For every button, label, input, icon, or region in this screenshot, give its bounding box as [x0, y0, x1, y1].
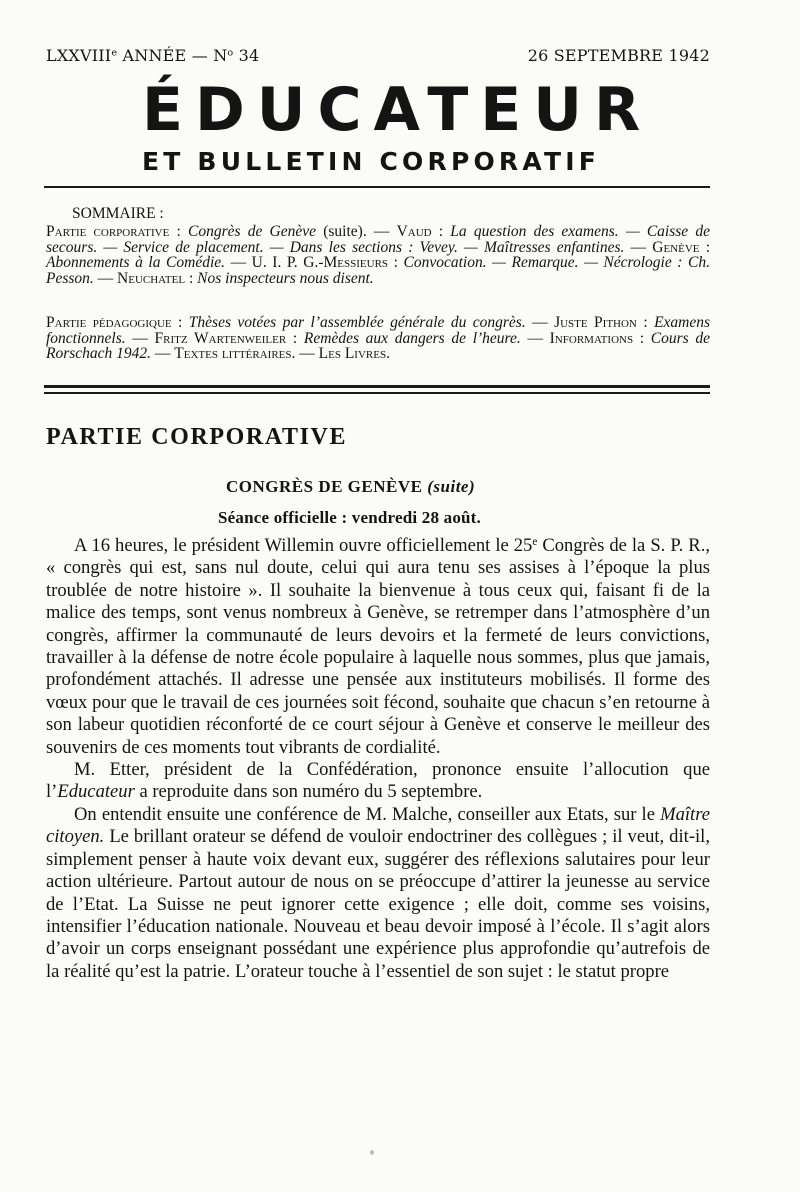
sommaire-run: Vaud [396, 223, 432, 240]
sommaire-run: Messieurs [323, 254, 389, 272]
sommaire-run: : [431, 223, 451, 240]
sommaire-run: Juste Pithon [554, 314, 637, 331]
section-subtitle [226, 477, 475, 497]
sommaire-label: SOMMAIRE : [72, 205, 164, 222]
issue-date: 26 SEPTEMBRE 1942 [527, 46, 710, 65]
paragraph-malche: On entendit ensuite une conférence de M. Malche, conseiller aux Etats, sur le Maître citoyen. Le brillant orateur se défend de vouloir endoctriner des collègues ; il veut, dit-il, simplement penser à haute voix devant eux, suggérer des réflexions salutaires pour leur action ultérieure. Partout autour de nous on se préoccupe d’attirer la jeunesse au service de l’Etat. La Suisse ne peut ignorer cette exigence ; elle doit, comme ses voisins, intensifier l’éducation nationale. Nouveau et beau devoir imposé à l’école. Il s’agit alors d’avoir un corps enseignant possédant une expérience plus approfondie qu’autrefois de la réalité qu’est la patrie. L’orateur touche à l’essentiel de son sujet : le statut propre [46, 803, 710, 982]
sommaire-run: — [525, 314, 555, 331]
sommaire-run: La question des examens. — Caisse de secours. — Service de placement. — Dans les sections : Vevey. — Maîtresses enfantines. [46, 223, 710, 256]
sommaire-run: . — [291, 345, 319, 363]
sommaire-run: Abonnements à la Comédie. [46, 254, 226, 272]
sommaire-run: : [388, 254, 404, 272]
sommaire-run: Congrès de Genève [188, 223, 317, 240]
article-body [46, 535, 710, 983]
sommaire-run: Examens fonctionnels. [46, 314, 711, 347]
session-title: Séance officielle : vendredi 28 août. [218, 508, 481, 527]
sommaire-run: Neuchatel [117, 270, 186, 288]
issue-volume [46, 46, 259, 65]
congress-title: CONGRÈS DE GENÈVE [226, 477, 423, 496]
sommaire-corporative [46, 224, 710, 287]
issue-number: 34 [233, 46, 260, 65]
paper-speck [370, 1150, 374, 1155]
sommaire-run: — U. I. P. G.- [225, 254, 324, 272]
sommaire-run: : [636, 314, 655, 331]
sommaire-run: Partie pédagogique [46, 314, 172, 331]
sommaire-run: : [169, 223, 189, 240]
sommaire-run: Convocation. — Remarque. — Nécrologie : Ch. Pesson. [46, 254, 710, 288]
volume-rest: ANNÉE — N [117, 46, 228, 65]
sommaire-run: Remèdes aux dangers de l’heure. [303, 329, 521, 347]
paragraph-opening: A 16 heures, le président Willemin ouvre officiellement le 25e Congrès de la S. P. R., « congrès qui est, sans nul doute, celui qui aura tenu ses assises à l’époque la plus troublée de notre histoire ». Il souhaite la bienvenue à tous ceux qui, faisant fi de la malice des temps, sont venus nombreux à Genève, se retremper dans l’atmosphère d’un congrès, affirmer la communauté de leurs devoirs et la fermeté de leurs convictions, travailler à la défense de notre école populaire à laquelle nous sommes, plus que jamais, profondément attachés. Il adresse une pensée aux instituteurs mobilisés. Il forme des vœux pour que le travail de ces journées soit fécond, souhaite que chacun s’en retourne à son labeur quotidien réconforté de ce court séjour à Genève et conserve le meilleur des souvenirs de ces moments tout vibrants de cordialité. [46, 535, 710, 758]
sommaire-run: (suite). — [316, 223, 397, 240]
masthead-rule [44, 186, 710, 188]
sommaire-run: Nos inspecteurs nous disent. [197, 270, 374, 288]
sommaire-run: — [151, 345, 175, 363]
volume-suffix: e [111, 47, 118, 59]
sommaire-run: — [520, 329, 550, 347]
sommaire-run: : [185, 270, 198, 288]
sommaire-run: Cours de Rorschach 1942. [46, 329, 711, 363]
sommaire-run: Thèses votées par l’assemblée générale du congrès. [188, 314, 526, 331]
masthead-title: ÉDUCATEUR [142, 75, 653, 145]
paragraph-etter: M. Etter, président de la Confédération, prononce ensuite l’allocution que l’Educateur a reproduite dans son numéro du 5 septembre. [46, 759, 710, 803]
sommaire-rule-bottom [44, 392, 710, 394]
sommaire-run: : [171, 314, 189, 331]
sommaire-run: Partie corporative [46, 223, 170, 240]
sommaire-run: Les Livres [318, 345, 387, 363]
sommaire-pedagogique [46, 315, 710, 362]
sommaire-run: — [125, 329, 155, 347]
sommaire-run: : [699, 238, 711, 256]
sommaire-run: Fritz Wartenweiler [154, 329, 287, 347]
sommaire-run: — [624, 238, 653, 256]
sommaire-run: . [386, 345, 390, 363]
sommaire-run: — [93, 270, 118, 288]
section-title: PARTIE CORPORATIVE [46, 424, 348, 450]
sommaire-run: Informations [549, 329, 634, 347]
sommaire-run: Genève [652, 238, 700, 256]
congress-suffix: (suite) [427, 477, 476, 496]
number-suffix: o [227, 47, 234, 59]
masthead-subtitle: ET BULLETIN CORPORATIF [142, 147, 601, 176]
sommaire-run: Textes littéraires [174, 345, 292, 363]
sommaire-run: : [633, 329, 651, 347]
sommaire-run: : [286, 329, 304, 347]
volume-roman: LXXVIII [46, 46, 112, 65]
sommaire-rule-top [44, 385, 710, 388]
